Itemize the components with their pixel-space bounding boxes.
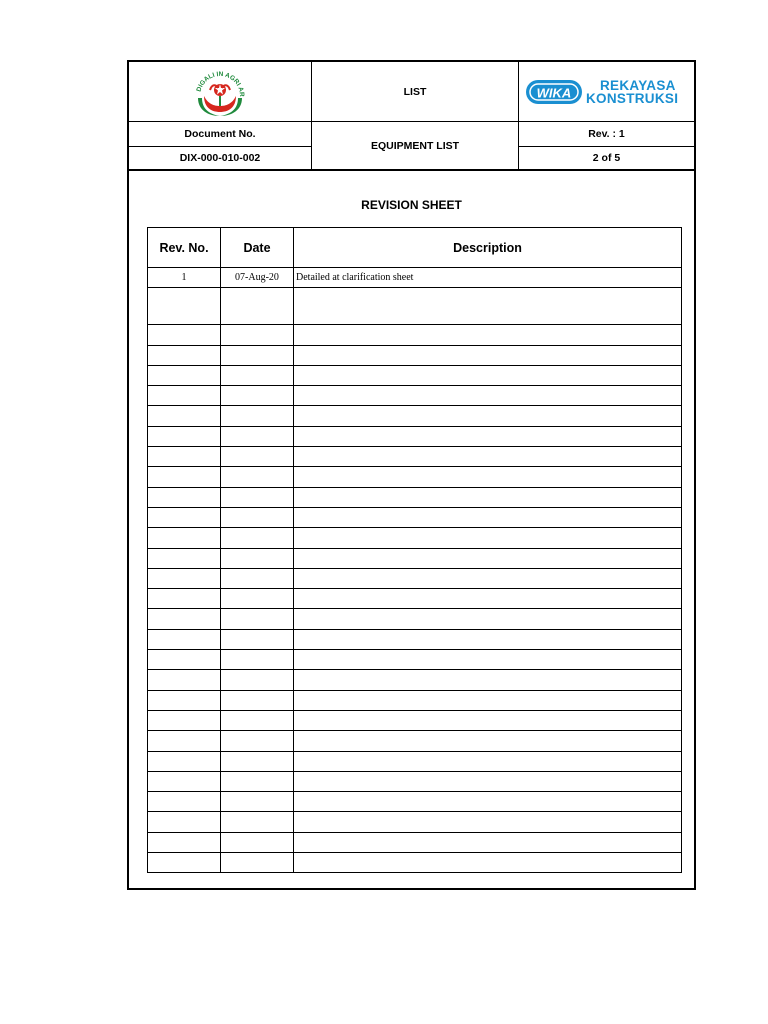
rev-number-cell: 1 — [148, 268, 221, 288]
table-row-empty — [148, 629, 682, 649]
table-row-empty — [148, 507, 682, 527]
empty-cell — [221, 447, 294, 467]
empty-cell — [148, 792, 221, 812]
empty-cell — [221, 812, 294, 832]
empty-cell — [221, 731, 294, 751]
empty-cell — [294, 812, 682, 832]
table-row-empty — [148, 853, 682, 873]
table-row-empty — [148, 710, 682, 730]
date-cell: 07-Aug-20 — [221, 268, 294, 288]
empty-cell — [221, 771, 294, 791]
empty-cell — [294, 325, 682, 345]
table-row-empty — [148, 650, 682, 670]
table-row-empty — [148, 548, 682, 568]
empty-cell — [221, 792, 294, 812]
empty-cell — [294, 792, 682, 812]
description-cell: Detailed at clarification sheet — [294, 268, 682, 288]
table-row-empty — [148, 670, 682, 690]
table-row-empty — [148, 690, 682, 710]
table-row-empty — [148, 609, 682, 629]
empty-cell — [148, 345, 221, 365]
empty-cell — [221, 325, 294, 345]
empty-cell — [148, 690, 221, 710]
empty-cell — [221, 528, 294, 548]
empty-cell — [148, 568, 221, 588]
table-row-empty — [148, 528, 682, 548]
table-row-empty — [148, 406, 682, 426]
column-header-description: Description — [294, 228, 682, 268]
document-no-value: DIX-000-010-002 — [179, 152, 261, 164]
empty-cell — [294, 447, 682, 467]
empty-cell — [294, 365, 682, 385]
empty-cell — [294, 568, 682, 588]
empty-cell — [294, 507, 682, 527]
empty-cell — [221, 589, 294, 609]
empty-cell — [221, 548, 294, 568]
empty-cell — [294, 406, 682, 426]
document-title: EQUIPMENT LIST — [370, 139, 460, 152]
table-row-empty — [148, 467, 682, 487]
table-row — [148, 268, 682, 288]
empty-cell — [148, 365, 221, 385]
empty-cell — [148, 507, 221, 527]
wika-line1: REKAYASA — [600, 77, 676, 93]
empty-cell — [294, 609, 682, 629]
empty-cell — [148, 853, 221, 873]
table-row-empty — [148, 345, 682, 365]
table-row-empty — [148, 731, 682, 751]
empty-cell — [221, 467, 294, 487]
table-row-empty — [148, 487, 682, 507]
logo-arc-text: DIGALI IN AGRI AR — [195, 70, 246, 97]
empty-cell — [148, 731, 221, 751]
empty-cell — [148, 325, 221, 345]
pusri-logo — [129, 62, 311, 121]
empty-cell — [148, 426, 221, 446]
empty-cell — [294, 467, 682, 487]
empty-cell — [221, 426, 294, 446]
table-row-empty — [148, 568, 682, 588]
table-row-empty — [148, 751, 682, 771]
empty-cell — [221, 365, 294, 385]
wika-line2: KONSTRUKSI — [586, 90, 679, 106]
empty-cell — [294, 288, 682, 325]
empty-cell — [148, 467, 221, 487]
table-row-empty — [148, 812, 682, 832]
empty-cell — [294, 710, 682, 730]
revision-table — [147, 227, 682, 873]
empty-cell — [294, 832, 682, 852]
empty-cell — [148, 812, 221, 832]
page-number: 2 of 5 — [592, 152, 621, 164]
table-row-empty — [148, 325, 682, 345]
empty-cell — [148, 670, 221, 690]
document-type: LIST — [403, 85, 427, 98]
revision-label: Rev. : 1 — [588, 128, 625, 140]
empty-cell — [221, 345, 294, 365]
wika-logo — [519, 62, 694, 121]
table-row-empty — [148, 365, 682, 385]
empty-cell — [148, 528, 221, 548]
table-row-empty — [148, 589, 682, 609]
empty-cell — [294, 589, 682, 609]
empty-cell — [294, 629, 682, 649]
empty-cell — [221, 751, 294, 771]
empty-cell — [294, 528, 682, 548]
table-row-empty — [148, 447, 682, 467]
wika-badge-text: WIKA — [536, 85, 572, 100]
table-row-empty — [148, 771, 682, 791]
empty-cell — [294, 771, 682, 791]
empty-cell — [148, 650, 221, 670]
empty-cell — [221, 853, 294, 873]
empty-cell — [221, 832, 294, 852]
table-header-row — [148, 228, 682, 268]
empty-cell — [148, 771, 221, 791]
table-row-empty — [148, 792, 682, 812]
empty-cell — [148, 548, 221, 568]
table-row-empty — [148, 386, 682, 406]
empty-cell — [148, 832, 221, 852]
empty-cell — [148, 406, 221, 426]
empty-cell — [148, 751, 221, 771]
empty-cell — [294, 751, 682, 771]
empty-cell — [294, 426, 682, 446]
empty-cell — [148, 710, 221, 730]
empty-cell — [148, 589, 221, 609]
empty-cell — [221, 568, 294, 588]
sheet-title: REVISION SHEET — [361, 198, 462, 212]
empty-cell — [221, 629, 294, 649]
document-frame — [127, 60, 696, 890]
empty-cell — [221, 710, 294, 730]
empty-cell — [294, 345, 682, 365]
column-header-date: Date — [221, 228, 294, 268]
empty-cell — [294, 386, 682, 406]
empty-cell — [148, 487, 221, 507]
empty-cell — [221, 609, 294, 629]
empty-cell — [148, 609, 221, 629]
table-row-empty — [148, 426, 682, 446]
empty-cell — [294, 670, 682, 690]
empty-cell — [294, 690, 682, 710]
column-header-rev: Rev. No. — [148, 228, 221, 268]
empty-cell — [148, 447, 221, 467]
empty-cell — [221, 670, 294, 690]
empty-cell — [221, 386, 294, 406]
empty-cell — [221, 406, 294, 426]
empty-cell — [294, 548, 682, 568]
empty-cell — [294, 650, 682, 670]
table-row-empty — [148, 832, 682, 852]
empty-cell — [148, 386, 221, 406]
empty-cell — [221, 487, 294, 507]
empty-cell — [221, 650, 294, 670]
empty-cell — [294, 487, 682, 507]
empty-cell — [148, 288, 221, 325]
empty-cell — [221, 507, 294, 527]
empty-cell — [294, 853, 682, 873]
document-no-label: Document No. — [184, 128, 256, 140]
empty-cell — [221, 288, 294, 325]
table-row-empty — [148, 288, 682, 325]
empty-cell — [148, 629, 221, 649]
empty-cell — [221, 690, 294, 710]
empty-cell — [294, 731, 682, 751]
